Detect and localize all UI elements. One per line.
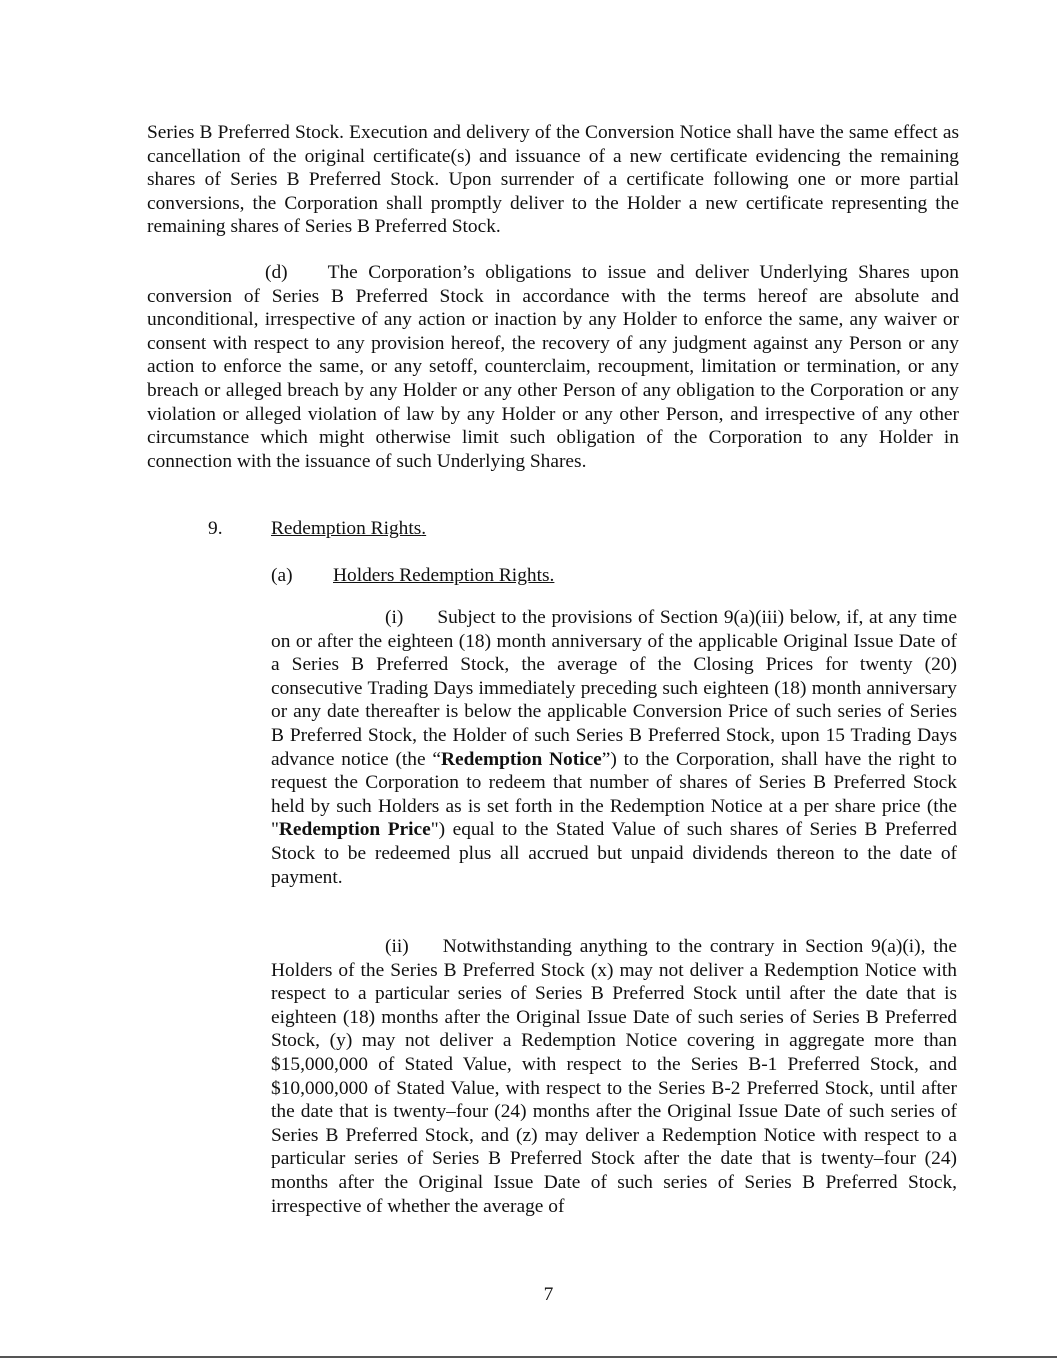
footer-rule [0,1356,1057,1358]
redemption-price-term: Redemption Price [278,819,431,841]
paragraph-i-text-2: ”) to the Corporation, shall have the right to request the Corporation to redeem that number of shares of Series B Preferred Stock held by such Holders as is set forth in the Redemption Notice at a per share price (the " [271,748,957,841]
paragraph-ii-text: Notwithstanding anything to the contrary in Section 9(a)(i), the Holders of the Series B Preferred Stock (x) may not deliver a Redemption Notice with respect to a particular series of Series B Preferred Stock until after the date that is eighteen (18) months after the Original Issue Date of such series of Series B Preferred Stock, (y) may not deliver a Redemption Notice covering in aggregate more than $15,000,000 of Stated Value, with respect to the Series B-1 Preferred Stock, and $10,000,000 of Stated Value, with respect to the Series B-2 Preferred Stock, until after the date that is twenty–four (24) months after the Original Issue Date of such series of Series B Preferred Stock, and (z) may deliver a Redemption Notice with respect to a particular series of Series B Preferred Stock after the date that is twenty–four (24) months after the Original Issue Date of such series of Series B Preferred Stock, irrespective of whether the average of [271,936,957,1217]
section-9-heading [271,517,426,541]
subsection-a-heading [333,564,554,588]
paragraph-d-label: (d) [265,262,288,283]
subsection-a-title: Holders Redemption Rights [333,565,550,586]
paragraph-ii [271,935,957,1218]
paragraph-d-text: The Corporation’s obligations to issue and deliver Underlying Shares upon conversion of Series B Preferred Stock in accordance with the terms hereof are absolute and unconditional, irrespective of any action or inaction by any Holder to enforce the same, any waiver or consent with respect to any provision hereof, the recovery of any judgment against any Person or any action to enforce the same, or any setoff, counterclaim, recoupment, limitation or termination, or any breach or alleged breach by any Holder or any other Person of any obligation to the Corporation or any violation or alleged violation of law by any Holder or any other Person, and irrespective of any other circumstance which might otherwise limit such obligation of the Corporation to any Holder in connection with the issuance of such Underlying Shares. [147,262,959,472]
paragraph-d [147,261,959,473]
paragraph-i-label: (i) [385,607,404,628]
section-9-number: 9. [208,518,223,539]
redemption-notice-term: Redemption Notice [440,748,602,770]
section-9-period: . [421,518,427,539]
paragraph-i-text-1: Subject to the provisions of Section 9(a)(iii) below, if, at any time on or after the eighteen (18) month anniversary of the applicable Original Issue Date of a Series B Preferred Stock, the average of the Closing Prices for twenty (20) consecutive Trading Days immediately preceding such eighteen (18) month anniversary or any date thereafter is below the applicable Conversion Price of such series of Series B Preferred Stock, the Holder of such Series B Preferred Stock, upon 15 Trading Days advance notice (the “ [271,607,957,770]
paragraph-continuation: Series B Preferred Stock. Execution and delivery of the Conversion Notice shall have the same effect as cancellation of the original certificate(s) and issuance of a new certificate evidencing the remaining shares of Series B Preferred Stock. Upon surrender of a certificate following one or more partial conversions, the Corporation shall promptly deliver to the Holder a new certificate representing the remaining shares of Series B Preferred Stock. [147,122,959,238]
paragraph-i-text-3: ") equal to the Stated Value of such shares of Series B Preferred Stock to be redeemed plus all accrued but unpaid dividends thereon to the date of payment. [271,819,957,888]
paragraph-ii-label: (ii) [385,936,409,957]
section-9-title: Redemption Rights [271,518,422,539]
subsection-a-label: (a) [271,565,293,586]
page-number: 7 [543,1284,554,1305]
paragraph-i [271,606,957,889]
subsection-a-period: . [549,565,555,586]
